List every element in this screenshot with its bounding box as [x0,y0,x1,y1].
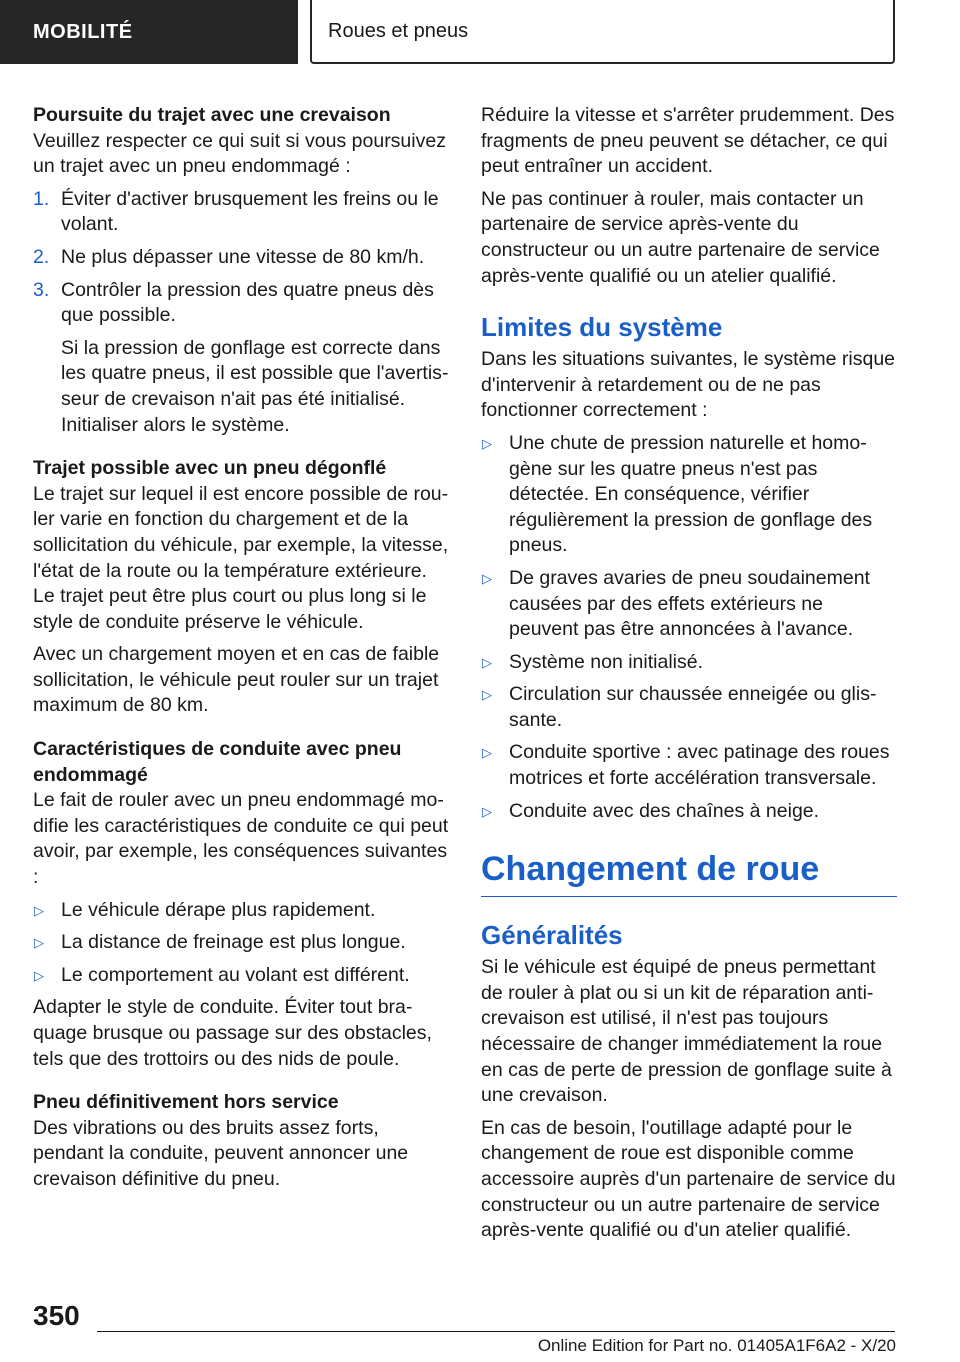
paragraph: Avec un chargement moyen et en cas de faible sollicitation, le véhicule peut rouler sur un trajet maximum de 80 km. [33,643,440,717]
list-item [481,740,897,791]
paragraph: Adapter le style de conduite. Éviter tout braquage brusque ou passage sur des obstacles, tels que des trottoirs ou des nids de poule. [33,996,432,1070]
numbered-list [33,187,449,438]
triangle-right-icon: ▷ [34,902,44,918]
triangle-right-icon: ▷ [482,745,492,761]
list-item-text: Une chute de pression naturelle et homogène sur les quatre pneus n'est pas détectée. En conséquence, vérifier régulièrement la pression de gonflage des pneus. [509,431,873,557]
list-number: 3. [33,278,50,301]
triangle-right-icon: ▷ [34,935,44,951]
list-item [481,682,897,733]
list-item-text: De graves avaries de pneu soudainement causées par des effets extérieurs ne peuvent pas être annoncées à l'avance. [509,566,870,641]
subheading-pneu-hors-service: Pneu définitivement hors service [33,1091,339,1114]
list-item [33,278,449,439]
heading-generalites: Généralités [481,920,623,951]
paragraph: Des vibrations ou des bruits assez forts, pendant la conduite, peuvent annoncer une crevaison définitive du pneu. [33,1116,409,1190]
heading-limites-systeme: Limites du système [481,312,723,343]
paragraph: Ne pas continuer à rouler, mais contacter un partenaire de service après-vente du constructeur ou un autre partenaire de service après-vente qualifié ou un atelier qualifié. [481,187,880,287]
bullet-list [481,431,897,824]
triangle-right-icon: ▷ [482,654,492,670]
subheading-caracteristiques: Caractéristiques de conduite avec pneu endommagé [33,738,402,786]
paragraph: Réduire la vitesse et s'arrêter prudemment. Des fragments de pneu peuvent se détacher, ce qui peut entraîner un accident. [481,104,895,178]
list-item [33,930,449,956]
section-title: MOBILITÉ [33,20,133,43]
paragraph: Le fait de rouler avec un pneu endommagé modifie les caractéristiques de conduite ce qui peut avoir, par exemple, les conséquences suivantes : [33,789,449,889]
list-item-text: Circulation sur chaussée enneigée ou glissante. [509,683,877,731]
list-item [33,187,449,238]
triangle-right-icon: ▷ [482,687,492,703]
list-item-text: Le comportement au volant est différent. [61,963,410,986]
list-item-text: Conduite avec des chaînes à neige. [509,799,820,822]
paragraph: Le trajet sur lequel il est encore possible de rouler varie en fonction du chargement et de la sollicitation du véhicule, par exemple, la vitesse, l'état de la route ou la température extérieure. Le trajet peut être plus court ou plus long si le style de conduite préserve le véhicule. [33,482,449,633]
right-column [481,103,897,1251]
list-item-text: Éviter d'activer brusquement les freins ou le volant. [61,187,439,236]
list-item [33,963,449,989]
triangle-right-icon: ▷ [482,435,492,451]
subheading-trajet: Trajet possible avec un pneu dégonflé [33,457,387,480]
list-number: 2. [33,245,50,268]
triangle-right-icon: ▷ [34,967,44,983]
triangle-right-icon: ▷ [482,803,492,819]
list-item [481,566,897,643]
bullet-list [33,898,449,989]
list-item-text: La distance de freinage est plus longue. [61,931,406,954]
section-tab [0,0,298,64]
list-item [33,245,449,271]
triangle-right-icon: ▷ [482,570,492,586]
page-number: 350 [33,1300,80,1331]
list-item-text: Le véhicule dérape plus rapidement. [61,898,376,921]
list-item [481,650,897,676]
paragraph: Veuillez respecter ce qui suit si vous poursuivez un trajet avec un pneu endommagé : [33,129,446,178]
paragraph: Si le véhicule est équipé de pneus permettant de rouler à plat ou si un kit de réparation anti-crevaison est utilisé, il n'est pas toujours nécessaire de changer immédiatement la roue en cas de perte de pression de gonflage suite à une crevaison. [481,956,892,1107]
list-item-text: Contrôler la pression des quatre pneus dès que possible. [61,278,434,327]
heading-changement-de-roue: Changement de roue [481,848,897,897]
list-item-note: Si la pression de gonflage est correcte dans les quatre pneus, il est possible que l'avertisseur de crevaison n'ait pas été initialisé. Initialiser alors le système. [61,336,449,436]
list-item [33,898,449,924]
list-item [481,799,897,825]
footer-divider [97,1331,895,1332]
list-item-text: Système non initialisé. [509,650,704,673]
list-item [481,431,897,559]
chapter-title: Roues et pneus [328,19,469,42]
list-number: 1. [33,187,50,210]
paragraph: Dans les situations suivantes, le système risque d'intervenir à retardement ou de ne pas fonctionner correctement : [481,348,896,422]
subheading-poursuite: Poursuite du trajet avec une crevaison [33,104,391,126]
chapter-tab [310,0,895,64]
list-item-text: Ne plus dépasser une vitesse de 80 km/h. [61,245,425,268]
list-item-text: Conduite sportive : avec patinage des roues motrices et forte accélération transversale. [509,741,890,790]
footer-edition: Online Edition for Part no. 01405A1F6A2 - X/20 [537,1336,896,1355]
paragraph: En cas de besoin, l'outillage adapté pour le changement de roue est disponible comme accessoire auprès d'un partenaire de service du constructeur ou un autre partenaire de service après-vente qualifié ou d'un atelier qualifié. [481,1116,896,1242]
left-column [33,103,449,1200]
